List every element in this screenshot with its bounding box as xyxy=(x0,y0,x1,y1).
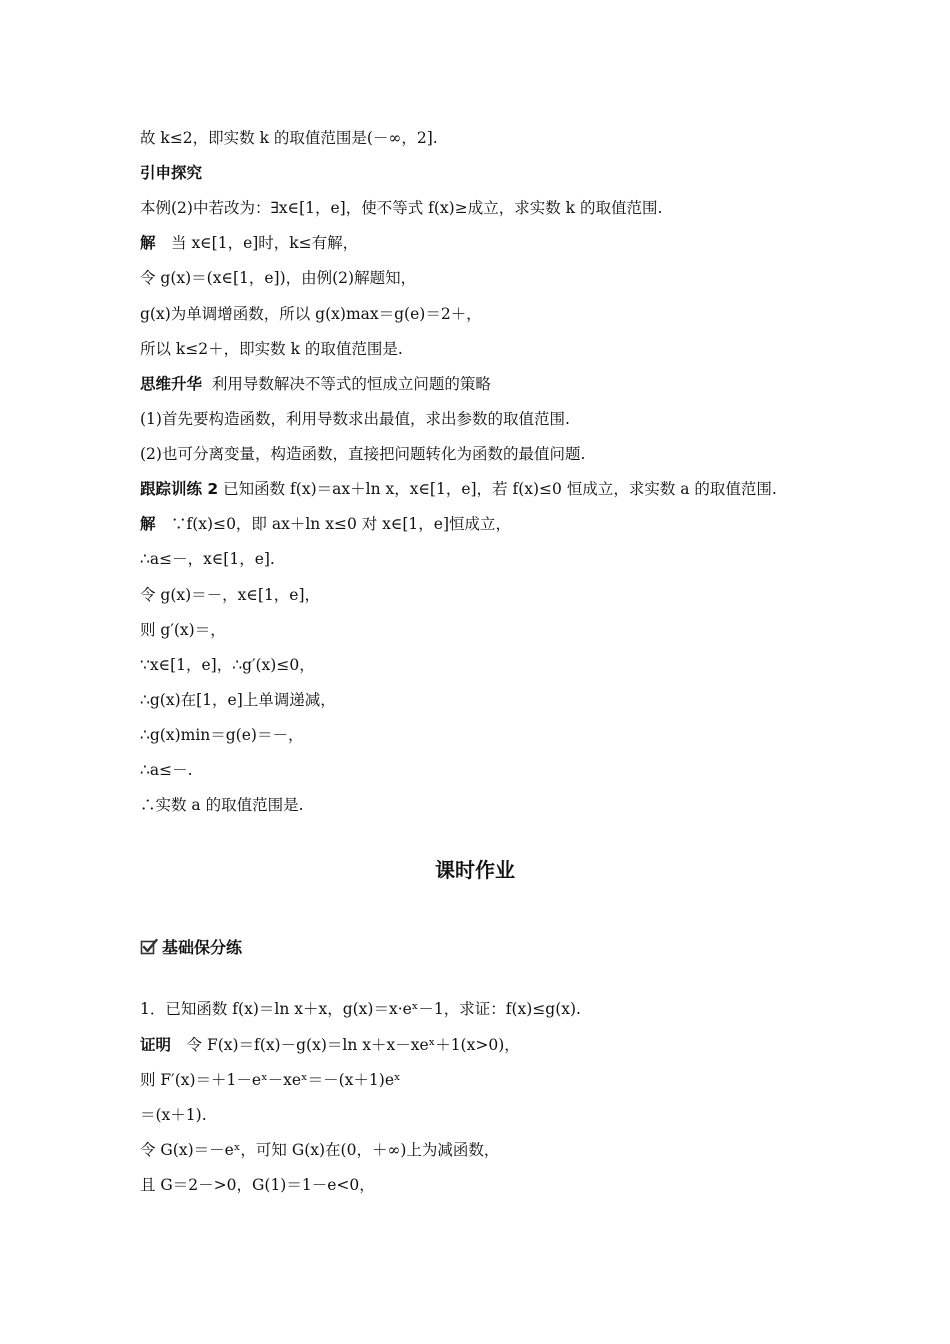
text-line: 跟踪训练 2 已知函数 f(x)＝ax＋ln x，x∈[1，e]，若 f(x)≤0 恒成立，求实数 a 的取值范围. xyxy=(140,480,777,498)
page-heading: 课时作业 xyxy=(435,858,515,882)
text-line: 令 g(x)＝－，x∈[1，e]， xyxy=(140,586,321,604)
text-line: ∴a≤－，x∈[1，e]. xyxy=(140,550,275,568)
text-line: 令 g(x)＝(x∈[1，e])，由例(2)解题知， xyxy=(140,269,417,287)
text-line: ∴a≤－. xyxy=(140,761,193,779)
text-line: ∴g(x)min＝g(e)＝－， xyxy=(140,726,304,744)
text-line: 思维升华 利用导数解决不等式的恒成立问题的策略 xyxy=(140,375,491,393)
section-title xyxy=(140,935,242,958)
text-line: 本例(2)中若改为：∃x∈[1，e]，使不等式 f(x)≥成立，求实数 k 的取值范围. xyxy=(140,199,663,217)
text-line: 则 g′(x)＝， xyxy=(140,621,226,639)
text-line: (2)也可分离变量，构造函数，直接把问题转化为函数的最值问题. xyxy=(140,445,586,463)
text-line: 解 ∵f(x)≤0，即 ax＋ln x≤0 对 x∈[1，e]恒成立， xyxy=(140,515,512,533)
checkbox-checked-icon xyxy=(140,938,158,956)
problem-line: 则 F′(x)＝＋1－eˣ－xeˣ＝－(x＋1)eˣ xyxy=(140,1071,401,1089)
problem-line: 1．已知函数 f(x)＝ln x＋x，g(x)＝x·eˣ－1，求证：f(x)≤g(x). xyxy=(140,1000,581,1018)
problem-line: 令 G(x)＝－eˣ，可知 G(x)在(0，＋∞)上为减函数， xyxy=(140,1141,500,1159)
problem-line: ＝(x＋1). xyxy=(140,1106,207,1124)
text-line: 解 当 x∈[1，e]时，k≤有解， xyxy=(140,234,359,252)
text-line: ∴g(x)在[1，e]上单调递减， xyxy=(140,691,336,709)
problem-line: 证明 令 F(x)＝f(x)－g(x)＝ln x＋x－xeˣ＋1(x>0)， xyxy=(140,1036,520,1054)
text-line: 故 k≤2，即实数 k 的取值范围是(－∞，2]. xyxy=(140,129,438,147)
subheading-yinshen: 引申探究 xyxy=(140,164,203,182)
text-line: ∵x∈[1，e]，∴g′(x)≤0， xyxy=(140,656,315,674)
text-line: 所以 k≤2＋，即实数 k 的取值范围是. xyxy=(140,340,403,358)
text-line: ∴实数 a 的取值范围是. xyxy=(140,796,304,814)
section-title-text: 基础保分练 xyxy=(162,938,243,957)
text-line: (1)首先要构造函数，利用导数求出最值，求出参数的取值范围. xyxy=(140,410,570,428)
text-line: g(x)为单调增函数，所以 g(x)max＝g(e)＝2＋， xyxy=(140,305,482,323)
problem-line: 且 G＝2－>0，G(1)＝1－e<0， xyxy=(140,1176,375,1194)
